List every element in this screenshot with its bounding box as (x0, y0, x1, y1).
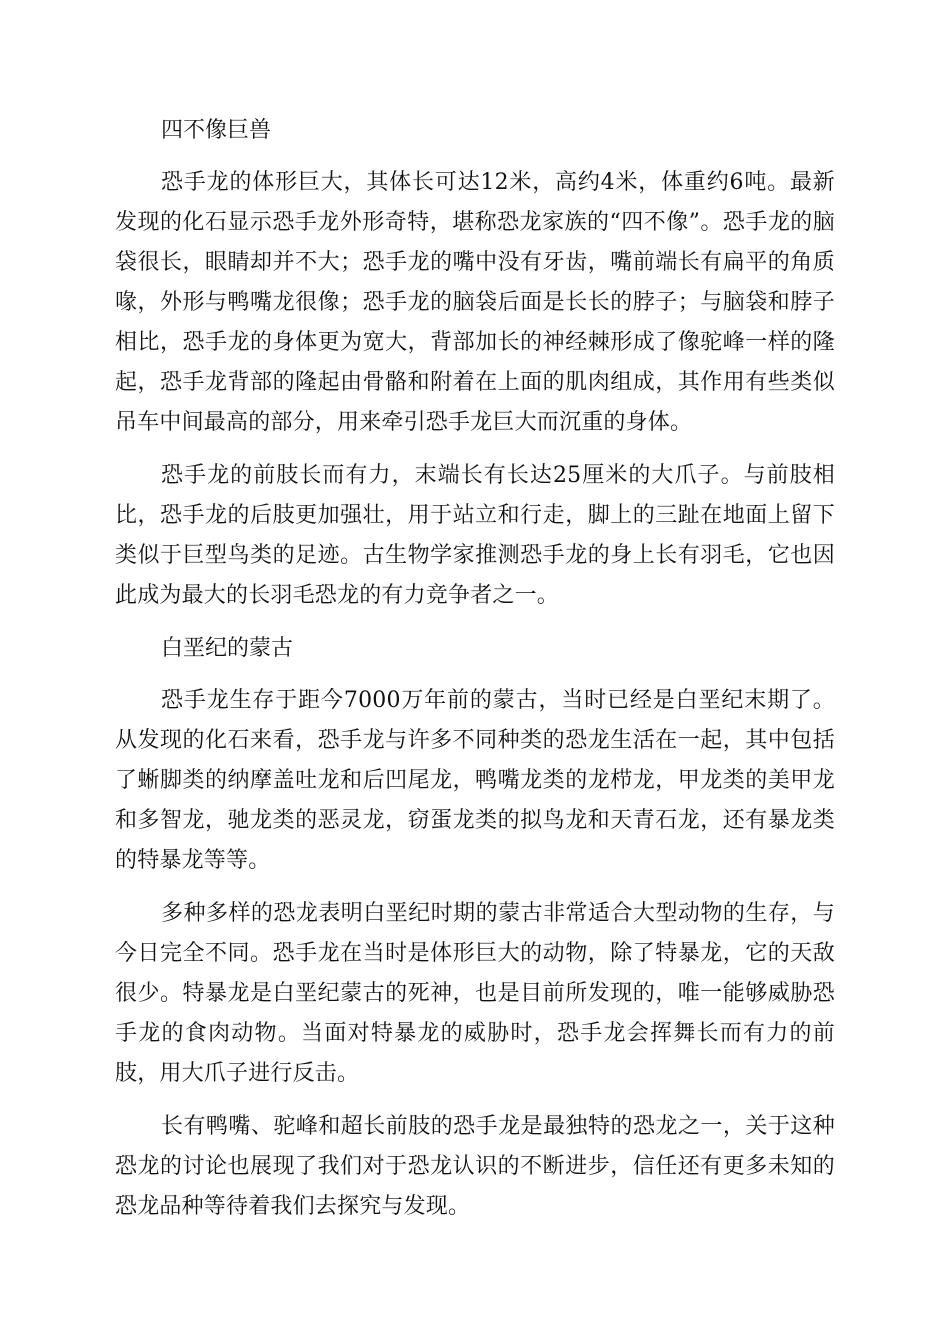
paragraph: 恐手龙生存于距今7000万年前的蒙古，当时已经是白垩纪末期了。从发现的化石来看，恐手龙与许多不同种类的恐龙生活在一起，其中包括了蜥脚类的纳摩盖吐龙和后凹尾龙，鸭嘴龙类的龙栉龙，甲龙类的美甲龙和多智龙，驰龙类的恶灵龙，窃蛋龙类的拟鸟龙和天青石龙，还有暴龙类的特暴龙等等。 (115, 688, 835, 873)
paragraph: 长有鸭嘴、驼峰和超长前肢的恐手龙是最独特的恐龙之一，关于这种恐龙的讨论也展现了我们对于恐龙认识的不断进步，信任还有更多未知的恐龙品种等待着我们去探究与发现。 (115, 1114, 835, 1219)
paragraph: 恐手龙的前肢长而有力，末端长有长达25厘米的大爪子。与前肢相比，恐手龙的后肢更加强壮，用于站立和行走，脚上的三趾在地面上留下类似于巨型鸟类的足迹。古生物学家推测恐手龙的身上长有羽毛，它也因此成为最大的长羽毛恐龙的有力竞争者之一。 (115, 463, 835, 608)
paragraph: 恐手龙的体形巨大，其体长可达12米，高约4米，体重约6吨。最新发现的化石显示恐手龙外形奇特，堪称恐龙家族的“四不像”。恐手龙的脑袋很长，眼睛却并不大；恐手龙的嘴中没有牙齿，嘴前端长有扁平的角质喙，外形与鸭嘴龙很像；恐手龙的脑袋后面是长长的脖子；与脑袋和脖子相比，恐手龙的身体更为宽大，背部加长的神经棘形成了像驼峰一样的隆起，恐手龙背部的隆起由骨骼和附着在上面的肌肉组成，其作用有些类似吊车中间最高的部分，用来牵引恐手龙巨大而沉重的身体。 (115, 170, 835, 435)
section-heading-four-unlike-beast: 四不像巨兽 (161, 118, 272, 143)
section-heading-cretaceous-mongolia: 白垩纪的蒙古 (161, 636, 294, 661)
paragraph: 多种多样的恐龙表明白垩纪时期的蒙古非常适合大型动物的生存，与今日完全不同。恐手龙在当时是体形巨大的动物，除了特暴龙，它的天敌很少。特暴龙是白垩纪蒙古的死神，也是目前所发现的，唯一能够威胁恐手龙的食肉动物。当面对特暴龙的威胁时，恐手龙会挥舞长而有力的前肢，用大爪子进行反击。 (115, 901, 835, 1086)
document-body (115, 111, 835, 1240)
